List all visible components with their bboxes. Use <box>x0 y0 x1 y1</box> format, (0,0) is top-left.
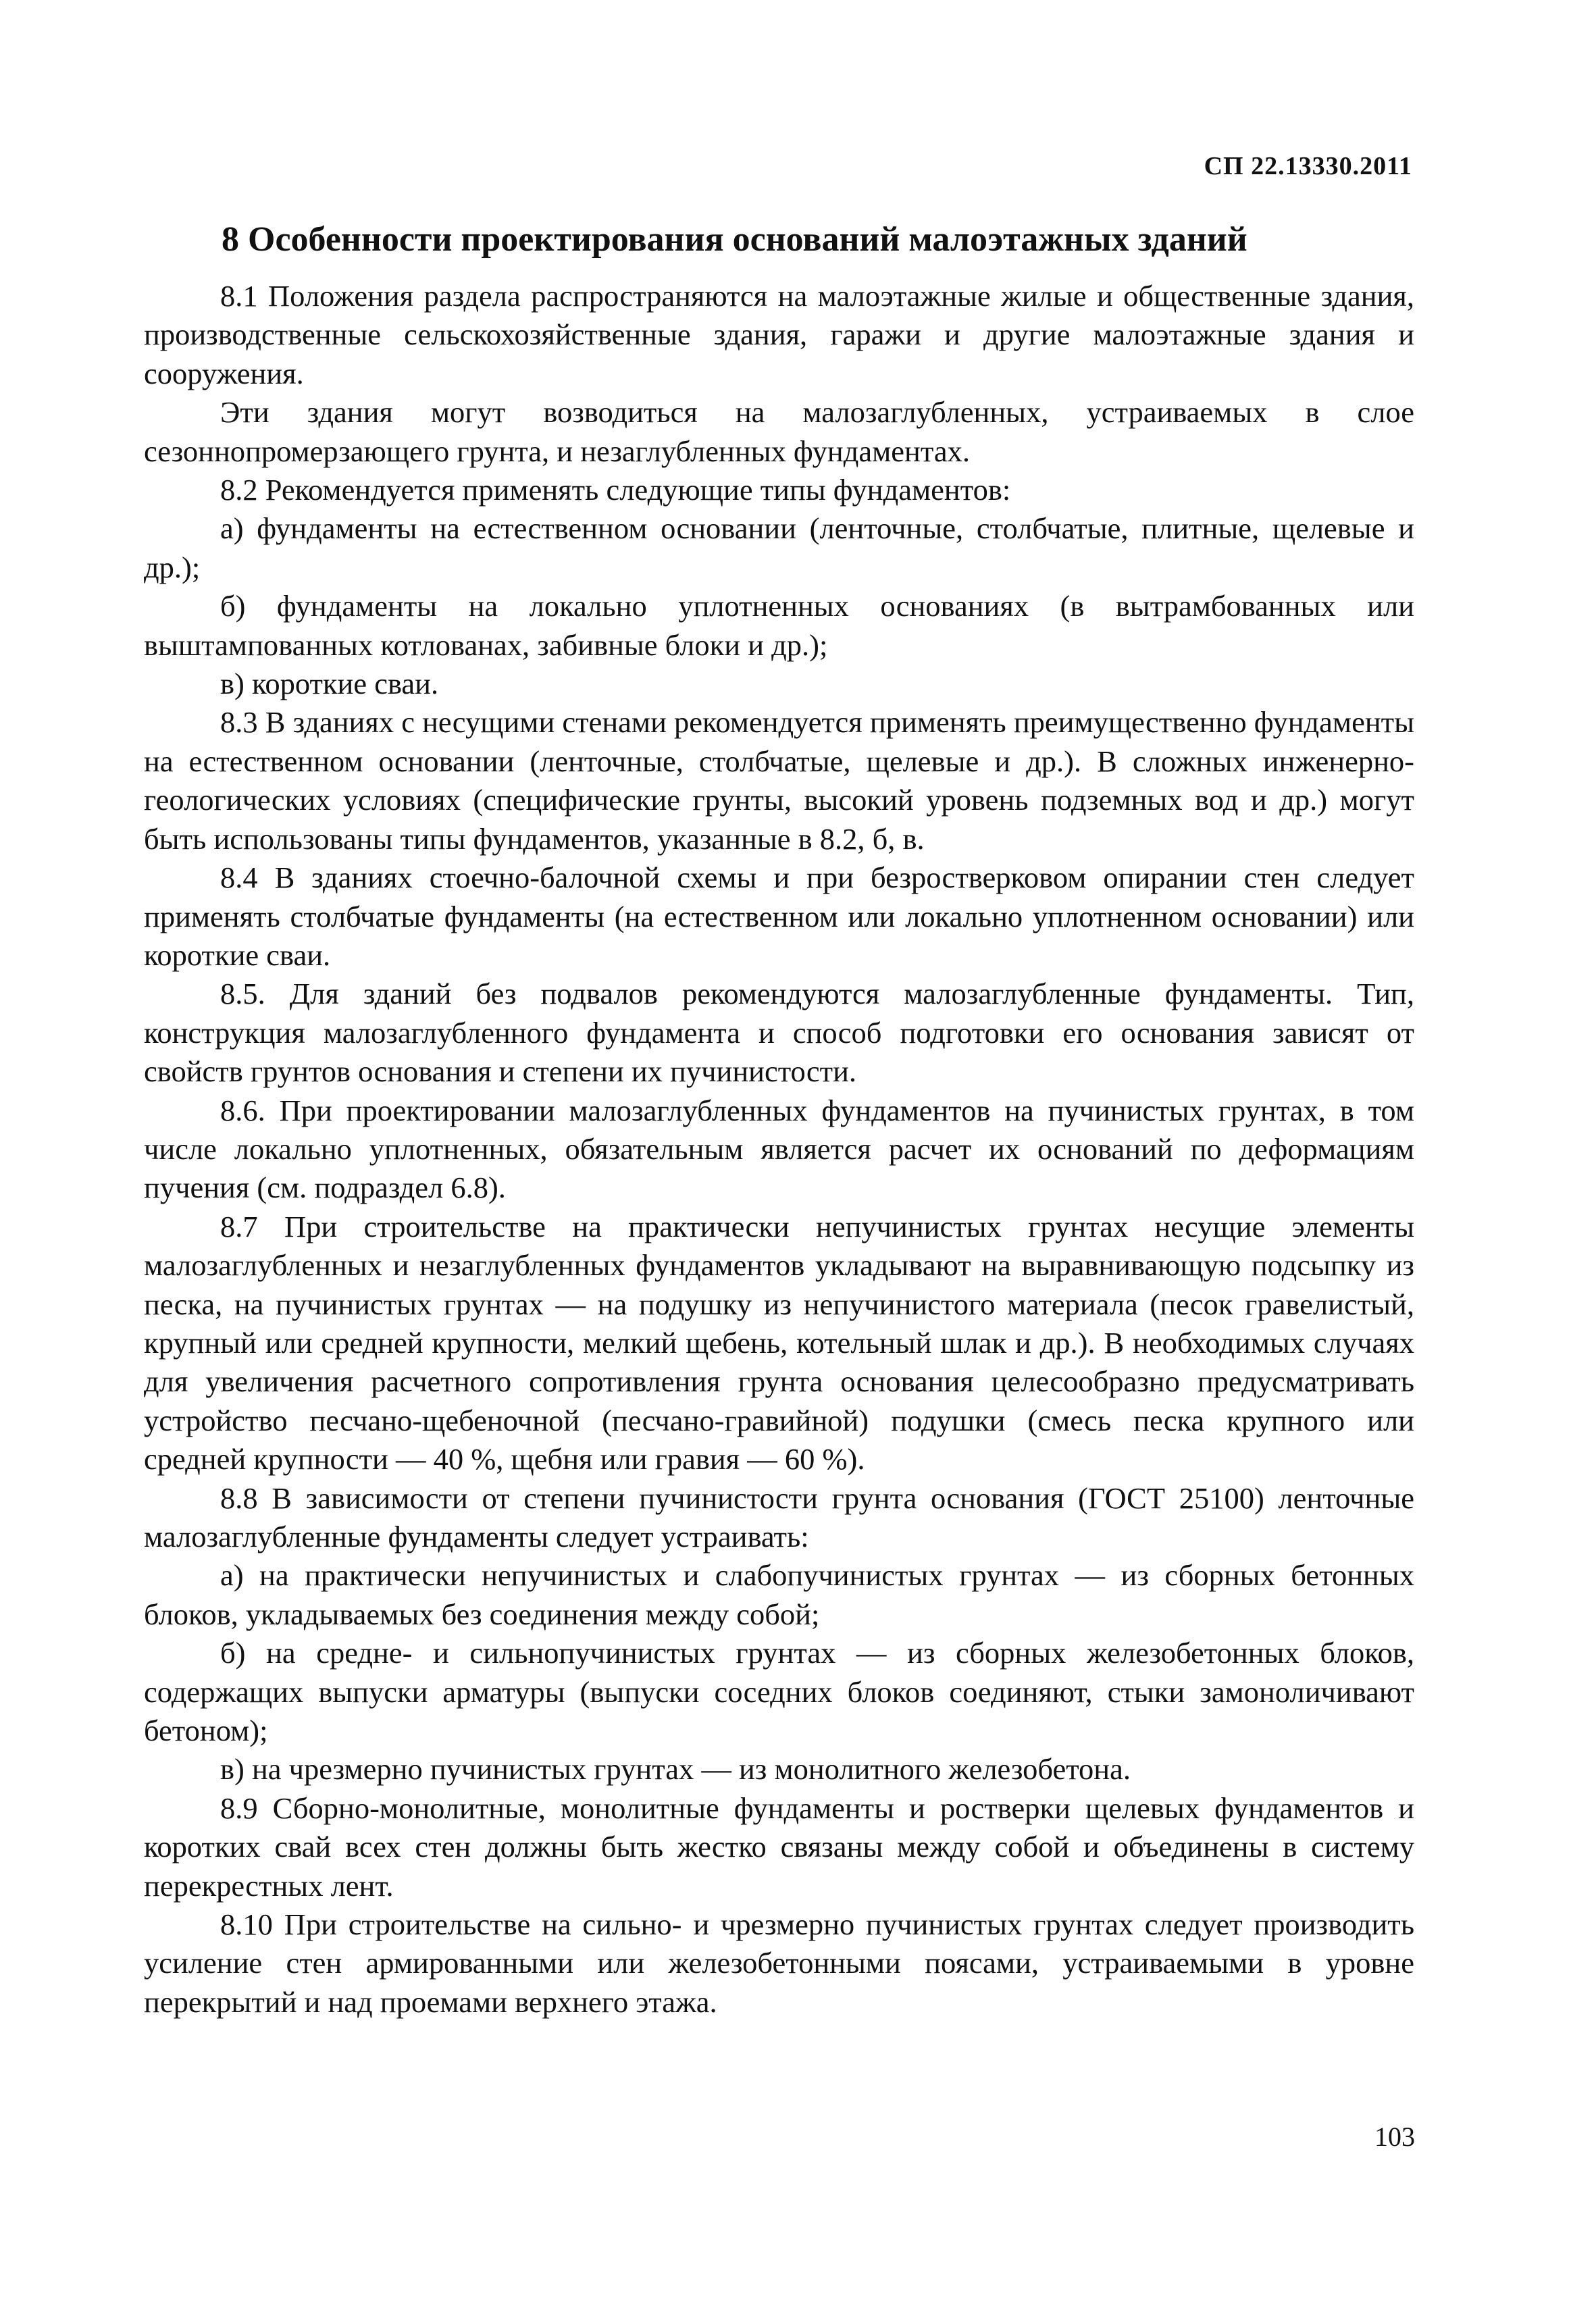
paragraph-8-1-note: Эти здания могут возводиться на малозаглубленных, устраиваемых в слое сезоннопромерзающего грунта, и незаглубленных фундаментах. <box>144 395 1414 468</box>
list-item-8-2-a: а) фундаменты на естественном основании (ленточные, столбчатые, плитные, щелевые и др.); <box>144 511 1414 584</box>
list-item-8-8-b: б) на средне- и сильнопучинистых грунтах — из сборных железобетонных блоков, содержащих выпуски арматуры (выпуски соседних блоков соединяют, стыки замоноличивают бетоном); <box>144 1636 1414 1748</box>
paragraph-8-3: 8.3 В зданиях с несущими стенами рекомендуется применять преимущественно фундаменты на естественном основании (ленточные, столбчатые, щелевые и др.). В сложных инженерно-геологических условиях (специфические грунты, высокий уровень подземных вод и др.) могут быть использованы типы фундаментов, указанные в 8.2, б, в. <box>144 705 1414 856</box>
paragraph-8-9: 8.9 Сборно-монолитные, монолитные фундаменты и ростверки щелевых фундаментов и коротких свай всех стен должны быть жестко связаны между собой и объединены в систему перекрестных лент. <box>144 1791 1414 1903</box>
list-item-8-2-c: в) короткие сваи. <box>220 667 439 701</box>
page-content <box>144 216 1414 2022</box>
document-code: СП 22.13330.2011 <box>1204 152 1412 180</box>
paragraph-8-4: 8.4 В зданиях стоечно-балочной схемы и при безростверковом опирании стен следует применять столбчатые фундаменты (на естественном или локально уплотненном основании) или короткие сваи. <box>144 860 1414 972</box>
paragraph-8-8: 8.8 В зависимости от степени пучинистости грунта основания (ГОСТ 25100) ленточные малозаглубленные фундаменты следует устраивать: <box>144 1481 1414 1553</box>
paragraph-8-7: 8.7 При строительстве на практически непучинистых грунтах несущие элементы малозаглубленных и незаглубленных фундаментов укладывают на выравнивающую подсыпку из песка, на пучинистых грунтах — на подушку из непучинистого материала (песок гравелистый, крупный или средней крупности, мелкий щебень, котельный шлак и др.). В необходимых случаях для увеличения расчетного сопротивления грунта основания целесообразно предусматривать устройство песчано-щебеночной (песчано-гравийной) подушки (смесь песка крупного или средней крупности — 40 %, щебня или гравия — 60 %). <box>144 1209 1414 1476</box>
list-item-8-2-b: б) фундаменты на локально уплотненных основаниях (в вытрамбованных или выштампованных котлованах, забивные блоки и др.); <box>144 589 1414 662</box>
paragraph-8-5: 8.5. Для зданий без подвалов рекомендуются малозаглубленные фундаменты. Тип, конструкция малозаглубленного фундамента и способ подготовки его основания зависят от свойств грунтов основания и степени их пучинистости. <box>144 977 1414 1089</box>
section-title: 8 Особенности проектирования оснований малоэтажных зданий <box>222 220 1247 259</box>
paragraph-8-6: 8.6. При проектировании малозаглубленных фундаментов на пучинистых грунтах, в том числе локально уплотненных, обязательным является расчет их оснований по деформациям пучения (см. подраздел 6.8). <box>144 1093 1414 1205</box>
page-number: 103 <box>1374 2122 1415 2152</box>
list-item-8-8-a: а) на практически непучинистых и слабопучинистых грунтах — из сборных бетонных блоков, укладываемых без соединения между собой; <box>144 1558 1414 1631</box>
paragraph-8-10: 8.10 При строительстве на сильно- и чрезмерно пучинистых грунтах следует производить усиление стен армированными или железобетонными поясами, устраиваемыми в уровне перекрытий и над проемами верхнего этажа. <box>144 1907 1414 2019</box>
paragraph-8-2: 8.2 Рекомендуется применять следующие типы фундаментов: <box>220 473 1011 507</box>
list-item-8-8-c: в) на чрезмерно пучинистых грунтах — из монолитного железобетона. <box>220 1752 1131 1786</box>
paragraph-8-1: 8.1 Положения раздела распространяются на малоэтажные жилые и общественные здания, производственные сельскохозяйственные здания, гаражи и другие малоэтажные здания и сооружения. <box>144 279 1414 390</box>
